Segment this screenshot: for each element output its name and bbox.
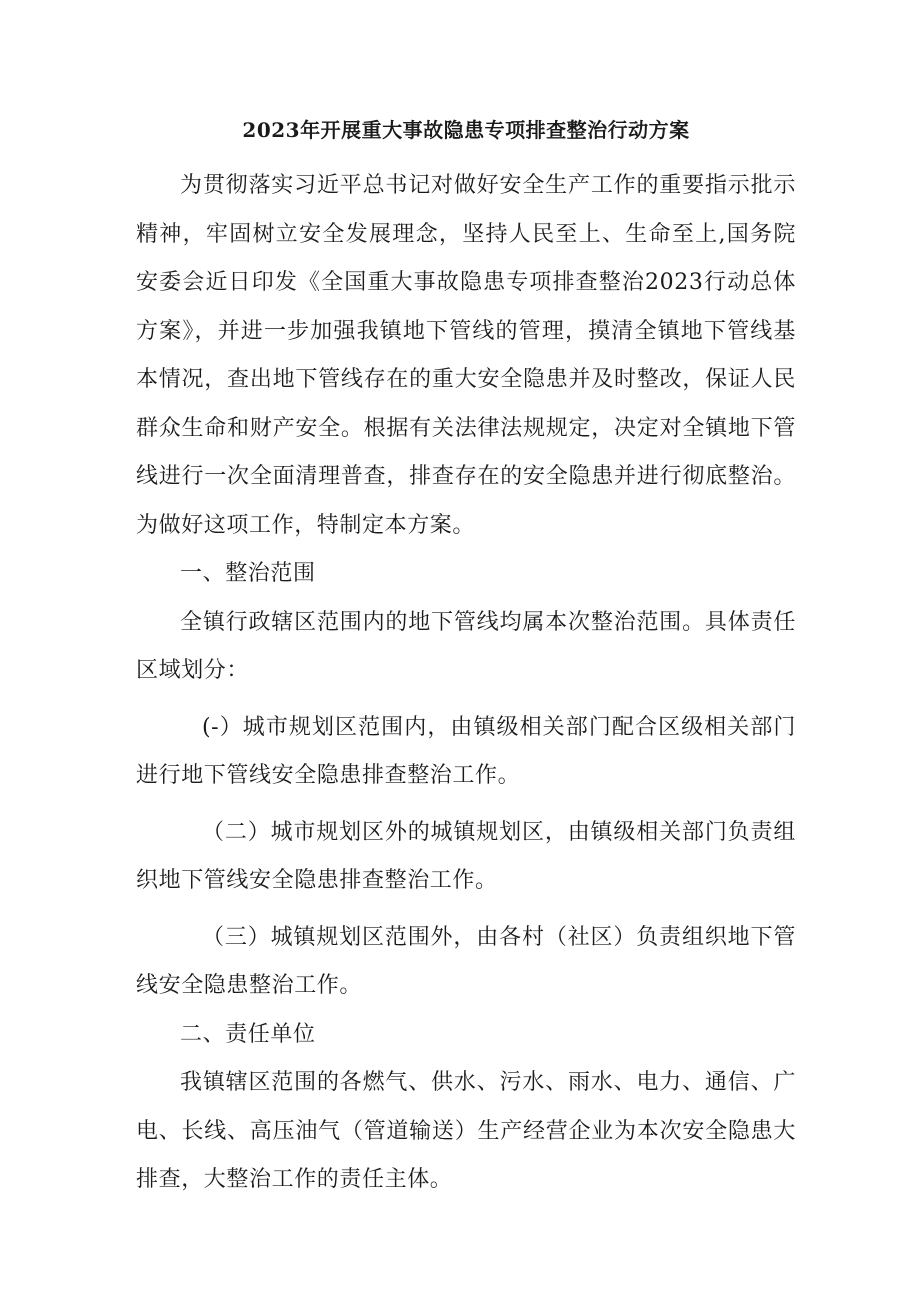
section-1-heading: 一、整治范围 [180, 561, 316, 586]
section-2-heading: 二、责任单位 [180, 1021, 316, 1047]
document-page [136, 116, 796, 1205]
spacer [136, 801, 796, 809]
document-title: 2023年开展重大事故隐患专项排查整治行动方案 [242, 118, 690, 142]
section-1-body: 全镇行政辖区范围内的地下管线均属本次整治范围。具体责任区域划分： [136, 609, 796, 683]
section-1-item-2: （二）城市规划区外的城镇规划区，由镇级相关部门负责组织地下管线安全隐患排查整治工作。 [136, 819, 796, 893]
intro-paragraph: 为贯彻落实习近平总书记对做好安全生产工作的重要指示批示精神，牢固树立安全发展理念，坚持人民至上、生命至上,国务院安委会近日印发《全国重大事故隐患专项排查整治2023行动总体方案》，并进一步加强我镇地下管线的管理，摸清全镇地下管线基本情况，查出地下管线存在的重大安全隐患并及时整改，保证人民群众生命和财产安全。根据有关法律法规规定，决定对全镇地下管线进行一次全面清理普查，排查存在的安全隐患并进行彻底整治。为做好这项工作，特制定本方案。 [136, 173, 796, 538]
section-1-item-1: (-）城市规划区范围内，由镇级相关部门配合区级相关部门进行地下管线安全隐患排查整治工作。 [136, 714, 796, 788]
section-1-item-3: （三）城镇规划区范围外，由各村（社区）负责组织地下管线安全隐患整治工作。 [136, 924, 796, 998]
section-2-body: 我镇辖区范围的各燃气、供水、污水、雨水、电力、通信、广电、长线、高压油气（管道输送）生产经营企业为本次安全隐患大排查，大整治工作的责任主体。 [136, 1070, 796, 1192]
spacer [136, 906, 796, 914]
spacer [136, 696, 796, 704]
